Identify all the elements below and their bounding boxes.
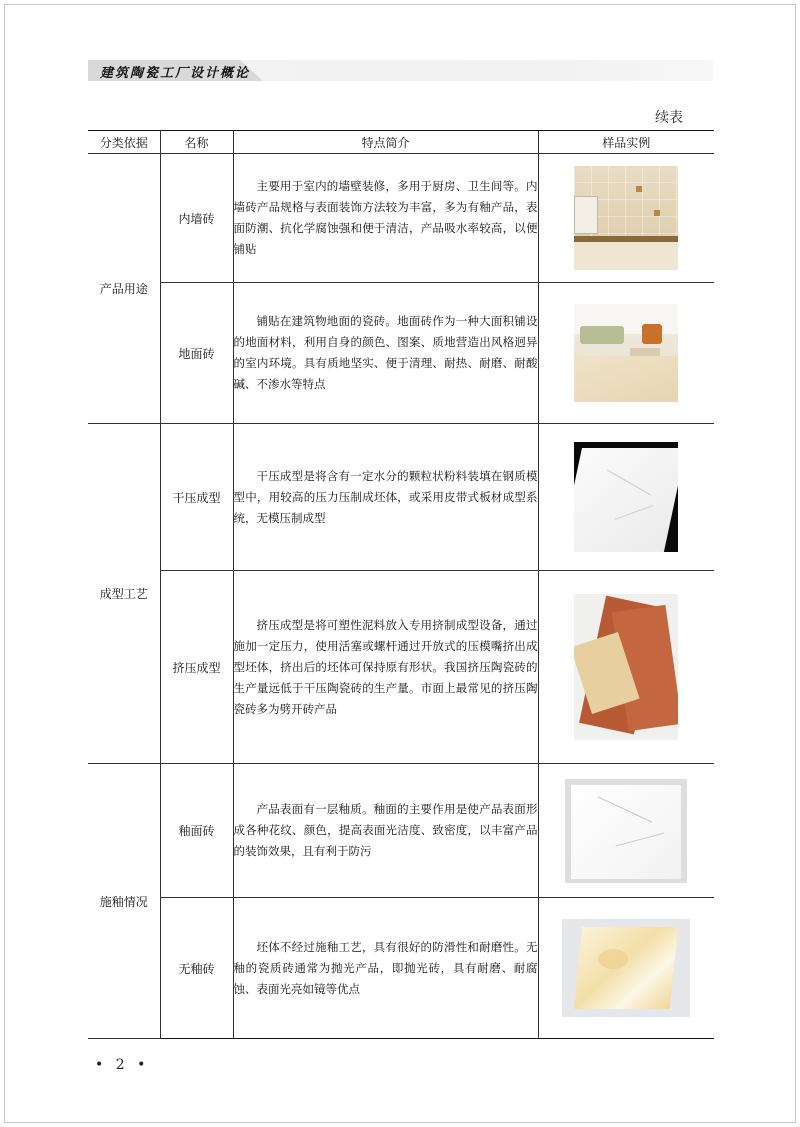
basis-cell: 施釉情况 bbox=[88, 764, 160, 1039]
tile-name-cell: 无釉砖 bbox=[160, 898, 233, 1039]
description-text: 产品表面有一层釉质。釉面的主要作用是使产品表面形成各种花纹、颜色，提高表面光洁度、致密度，以丰富产品的装饰效果，且有利于防污 bbox=[233, 802, 538, 858]
polished-beige-tile-photo bbox=[562, 919, 690, 1017]
continued-label: 续表 bbox=[655, 110, 683, 126]
sample-image-cell bbox=[538, 154, 714, 283]
wall-tile-bathroom-photo bbox=[574, 166, 678, 270]
page-number: • 2 • bbox=[95, 1057, 150, 1073]
table-row bbox=[88, 764, 714, 898]
column-header-sample: 样品实例 bbox=[538, 131, 714, 154]
tile-name-cell: 挤压成型 bbox=[160, 571, 233, 764]
sample-image-cell bbox=[538, 424, 714, 571]
floor-tile-living-room-photo bbox=[574, 304, 678, 402]
table-row bbox=[88, 283, 714, 424]
tile-classification-table bbox=[88, 130, 714, 1039]
book-title: 建筑陶瓷工厂设计概论 bbox=[100, 66, 251, 81]
description-text: 挤压成型是将可塑性泥料放入专用挤制成型设备，通过施加一定压力，使用活塞或螺杆通过开放式的压模嘴挤出成型坯体，挤出后的坯体可保持原有形状。我国挤压陶瓷砖的生产量远低于干压陶瓷砖的生产量。市面上最常见的挤压陶瓷砖多为劈开砖产品 bbox=[233, 617, 538, 716]
column-header-description: 特点简介 bbox=[233, 131, 538, 154]
tile-name-cell: 地面砖 bbox=[160, 283, 233, 424]
sample-image-cell bbox=[538, 571, 714, 764]
basis-cell: 成型工艺 bbox=[88, 424, 160, 764]
tile-name-cell: 内墙砖 bbox=[160, 154, 233, 283]
description-text: 主要用于室内的墙壁装修，多用于厨房、卫生间等。内墙砖产品规格与表面装饰方法较为丰富，多为有釉产品，表面防潮、抗化学腐蚀强和便于清洁，产品吸水率较高，以便铺贴 bbox=[233, 179, 538, 256]
table-row bbox=[88, 154, 714, 283]
column-header-basis: 分类依据 bbox=[88, 131, 160, 154]
description-text: 坯体不经过施釉工艺，具有很好的防滑性和耐磨性。无釉的瓷质砖通常为抛光产品，即抛光砖，具有耐磨、耐腐蚀、表面光亮如镜等优点 bbox=[233, 939, 538, 996]
description-cell bbox=[233, 424, 538, 571]
table-row bbox=[88, 898, 714, 1039]
sample-image-cell bbox=[538, 283, 714, 424]
description-text: 铺贴在建筑物地面的瓷砖。地面砖作为一种大面积铺设的地面材料，利用自身的颜色、图案、质地营造出风格迥异的室内环境。具有质地坚实、便于清理、耐热、耐磨、耐酸碱、不渗水等特点 bbox=[233, 314, 538, 391]
table-header-row bbox=[88, 131, 714, 154]
tile-name-cell: 干压成型 bbox=[160, 424, 233, 571]
description-cell bbox=[233, 898, 538, 1039]
sample-image-cell bbox=[538, 898, 714, 1039]
sample-image-cell bbox=[538, 764, 714, 898]
description-text: 干压成型是将含有一定水分的颗粒状粉料装填在钢质模型中，用较高的压力压制成坯体，或采用皮带式板材成型系统，无模压制成型 bbox=[233, 468, 538, 525]
description-cell bbox=[233, 154, 538, 283]
extruded-split-tile-photo bbox=[574, 594, 678, 740]
description-cell bbox=[233, 764, 538, 898]
table-row bbox=[88, 571, 714, 764]
dry-pressed-marble-tile-photo bbox=[574, 442, 678, 552]
description-cell bbox=[233, 571, 538, 764]
table-row bbox=[88, 424, 714, 571]
glazed-white-marble-tile-photo bbox=[565, 779, 687, 883]
column-header-name: 名称 bbox=[160, 131, 233, 154]
basis-cell: 产品用途 bbox=[88, 154, 160, 424]
tile-name-cell: 釉面砖 bbox=[160, 764, 233, 898]
description-cell bbox=[233, 283, 538, 424]
